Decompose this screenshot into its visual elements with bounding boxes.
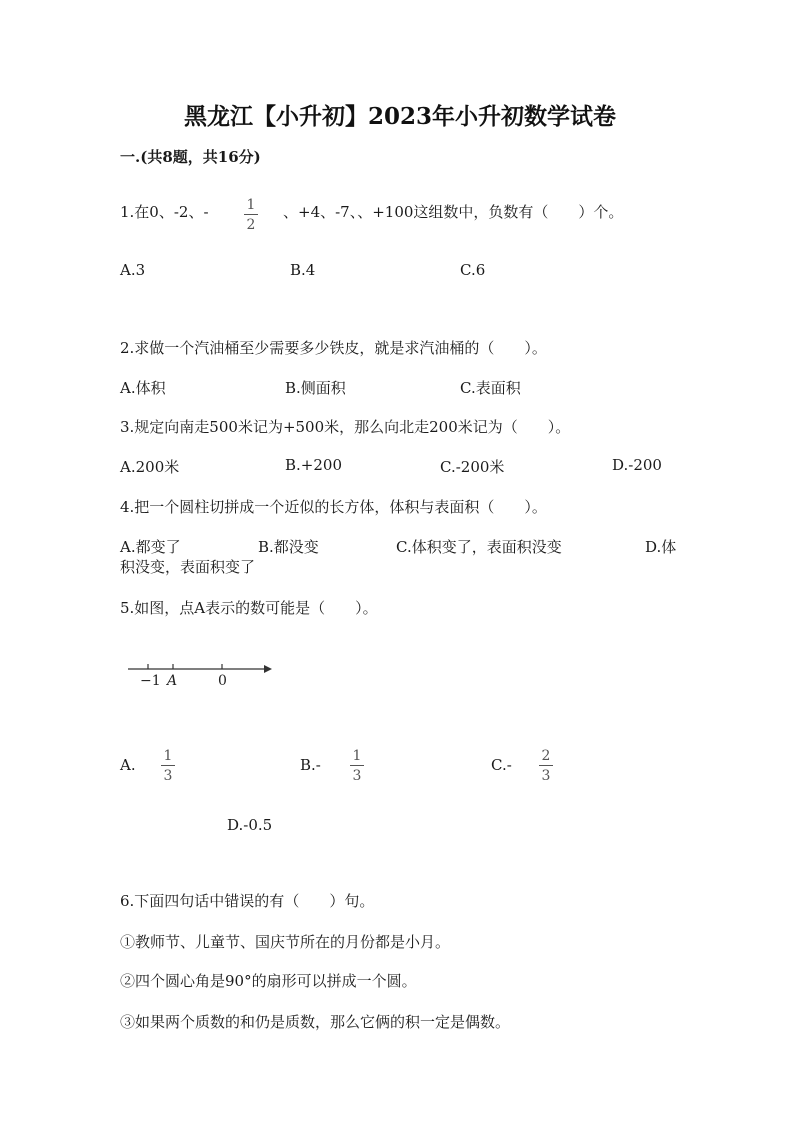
q1-fraction-numerator: 1 <box>246 197 256 213</box>
q5-option-b-fraction <box>350 748 364 784</box>
q4-option-a: A.都变了 <box>120 538 181 556</box>
fraction-bar <box>161 765 175 766</box>
q5-option-b-denominator: 3 <box>352 768 362 784</box>
label-zero: 0 <box>218 673 227 689</box>
q5-option-c-denominator: 3 <box>541 768 551 784</box>
q1-option-a: A.3 <box>120 261 146 279</box>
q2-option-a: A.体积 <box>120 379 166 397</box>
label-neg1: −1 <box>140 673 161 689</box>
q4-option-d-continued: 积没变，表面积变了 <box>120 558 256 576</box>
q1-option-b: B.4 <box>290 261 316 279</box>
number-line-arrow <box>264 665 272 673</box>
q5-option-b-numerator: 1 <box>352 748 362 764</box>
label-point-a: A <box>167 673 178 689</box>
q1-stem-part2: 、+4、-7、、+100这组数中，负数有（ ）个。 <box>283 203 624 221</box>
q4-stem: 4.把一个圆柱切拼成一个近似的长方体，体积与表面积（ ）。 <box>120 498 547 516</box>
q5-option-a-fraction <box>161 748 175 784</box>
q5-option-b-prefix: B.- <box>300 756 321 774</box>
q4-option-b: B.都没变 <box>258 538 319 556</box>
q5-option-c-fraction <box>539 748 553 784</box>
q6-stem: 6.下面四句话中错误的有（ ）句。 <box>120 892 375 910</box>
page-title: 黑龙江【小升初】2023年小升初数学试卷 <box>183 103 616 130</box>
q2-stem: 2.求做一个汽油桶至少需要多少铁皮，就是求汽油桶的（ ）。 <box>120 339 547 357</box>
q6-statement-2: ②四个圆心角是90°的扇形可以拼成一个圆。 <box>120 972 417 990</box>
q4-option-c: C.体积变了，表面积没变 <box>396 538 562 556</box>
q5-option-a-prefix: A. <box>120 756 136 774</box>
q1-fraction <box>244 197 258 233</box>
fraction-bar <box>244 214 258 215</box>
q2-option-b: B.侧面积 <box>285 379 346 397</box>
q3-option-c: C.-200米 <box>440 458 505 476</box>
q5-option-c-numerator: 2 <box>541 748 551 764</box>
q3-stem: 3.规定向南走500米记为+500米，那么向北走200米记为（ ）。 <box>120 418 571 436</box>
q5-option-c-prefix: C.- <box>491 756 512 774</box>
q3-option-b: B.+200 <box>285 456 342 474</box>
q1-fraction-denominator: 2 <box>246 217 256 233</box>
q1-option-c: C.6 <box>460 261 486 279</box>
q6-statement-1: ①教师节、儿童节、国庆节所在的月份都是小月。 <box>120 933 451 951</box>
fraction-bar <box>539 765 553 766</box>
q3-option-a: A.200米 <box>120 458 180 476</box>
number-line-figure <box>126 658 276 692</box>
q5-option-d: D.-0.5 <box>227 816 273 834</box>
q5-option-a-denominator: 3 <box>163 768 173 784</box>
q2-option-c: C.表面积 <box>460 379 521 397</box>
q5-stem: 5.如图，点A表示的数可能是（ ）。 <box>120 599 378 617</box>
q6-statement-3: ③如果两个质数的和仍是质数，那么它俩的积一定是偶数。 <box>120 1013 511 1031</box>
q5-option-a-numerator: 1 <box>163 748 173 764</box>
q4-option-d: D.体 <box>645 538 677 556</box>
q3-option-d: D.-200 <box>612 456 662 474</box>
section-heading: 一.(共8题，共16分) <box>120 148 261 166</box>
q1-stem-part1: 1.在0、-2、- <box>120 203 209 221</box>
fraction-bar <box>350 765 364 766</box>
